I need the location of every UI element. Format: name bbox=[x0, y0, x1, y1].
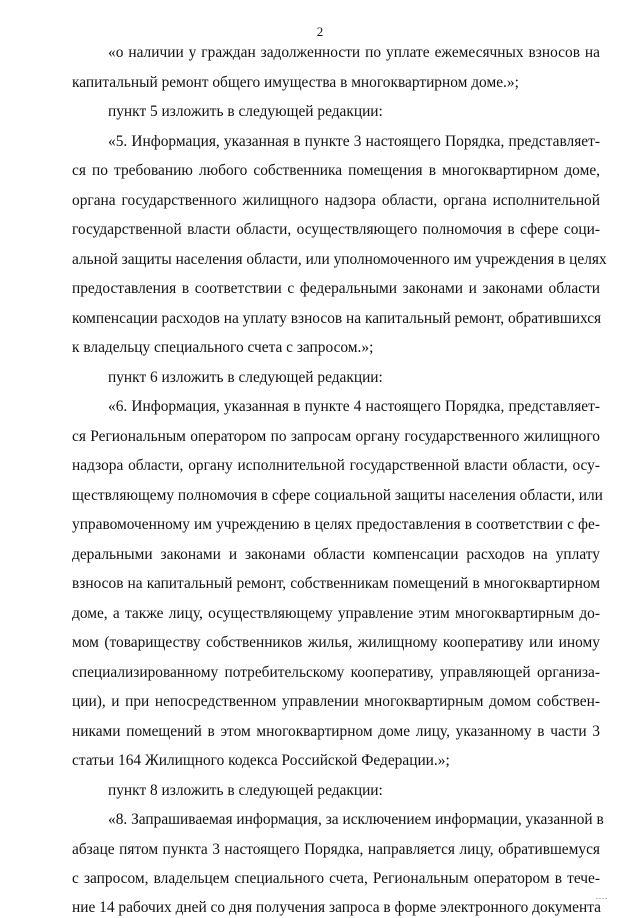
text-line: ся Региональным оператором по запросам органу государственного жилищного bbox=[72, 428, 600, 445]
text-line: органа государственного жилищного надзора области, органа исполнительной bbox=[72, 192, 600, 209]
text-line: с запросом, владельцем специального счета, Региональным оператором в тече- bbox=[72, 870, 600, 887]
text-line: доме, а также лицу, осуществляющему управление этим многоквартирным до- bbox=[72, 605, 600, 622]
text-line: ции), и при непосредственном управлении многоквартирным домом собствен- bbox=[72, 693, 600, 710]
text-line: «8. Запрашиваемая информация, за исключением информации, указанной в bbox=[108, 811, 604, 828]
text-line: управомоченному им учреждению в целях предоставления в соответствии с фе- bbox=[72, 516, 600, 533]
text-line: взносов на капитальный ремонт, собственникам помещений в многоквартирном bbox=[72, 575, 600, 592]
text-line: специализированному потребительскому кооперативу, управляющей организа- bbox=[72, 664, 600, 681]
text-line: абзаце пятом пункта 3 настоящего Порядка, направляется лицу, обратившемуся bbox=[72, 841, 600, 858]
text-line: компенсации расходов на уплату взносов на капитальный ремонт, обратившихся bbox=[72, 310, 602, 327]
text-line: ся по требованию любого собственника помещения в многоквартирном доме, bbox=[72, 162, 600, 179]
text-line: альной защиты населения области, или уполномоченного им учреждения в целях bbox=[72, 251, 607, 268]
page-number: 2 bbox=[316, 24, 324, 39]
text-line: капитальный ремонт общего имущества в многоквартирном доме.»; bbox=[72, 74, 519, 91]
text-line: пункт 6 изложить в следующей редакции: bbox=[108, 369, 383, 386]
text-line: статьи 164 Жилищного кодекса Российской Федерации.»; bbox=[72, 752, 450, 769]
text-line: пункт 8 изложить в следующей редакции: bbox=[108, 782, 383, 799]
text-line: предоставления в соответствии с федеральными законами и законами области bbox=[72, 280, 600, 297]
text-line: надзора области, органу исполнительной государственной власти области, осу- bbox=[72, 457, 600, 474]
scan-mark: .... bbox=[596, 892, 608, 901]
text-line: мом (товариществу собственников жилья, жилищному кооперативу или иному bbox=[72, 634, 600, 651]
text-line: государственной власти области, осуществляющего полномочия в сфере соци- bbox=[72, 221, 600, 238]
text-line: ществляющему полномочия в сфере социальной защиты населения области, или bbox=[72, 487, 603, 504]
text-line: деральными законами и законами области компенсации расходов на уплату bbox=[72, 546, 600, 563]
text-line: ние 14 рабочих дней со дня получения запроса в форме электронного документа bbox=[72, 899, 601, 916]
text-line: никами помещений в этом многоквартирном доме лицу, указанному в части 3 bbox=[72, 723, 600, 740]
text-line: пункт 5 изложить в следующей редакции: bbox=[108, 103, 383, 120]
text-line: «о наличии у граждан задолженности по уплате ежемесячных взносов на bbox=[108, 44, 600, 61]
text-line: «6. Информация, указанная в пункте 4 настоящего Порядка, представляет- bbox=[108, 398, 600, 415]
text-line: к владельцу специального счета с запросом.»; bbox=[72, 339, 374, 356]
text-line: «5. Информация, указанная в пункте 3 настоящего Порядка, представляет- bbox=[108, 133, 600, 150]
